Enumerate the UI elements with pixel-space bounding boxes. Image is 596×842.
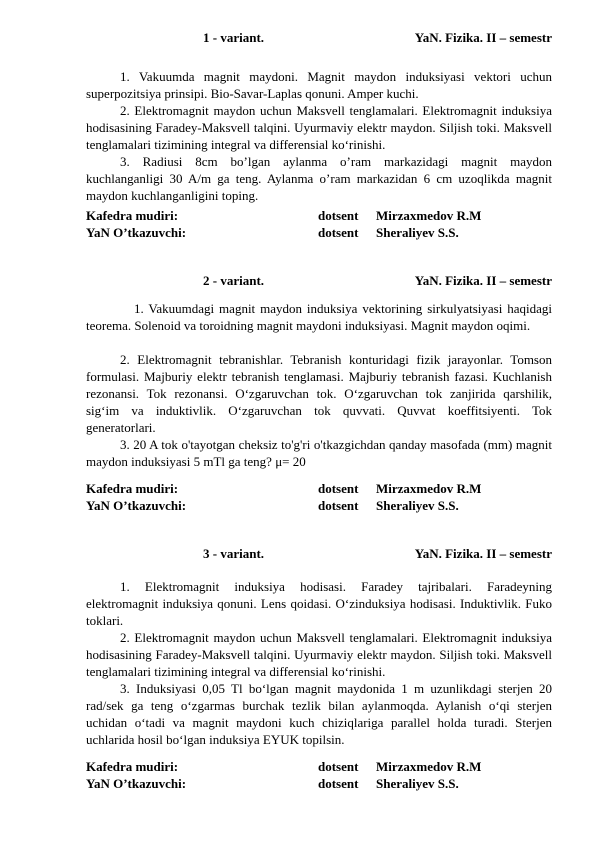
variant-1-signature-head [86, 207, 552, 224]
variant-3-signature-head [86, 758, 552, 775]
signature-name: Mirzaxmedov R.M [376, 759, 482, 774]
signature-name: Mirzaxmedov R.M [376, 208, 482, 223]
signature-role: YaN O’tkazuvchi: [86, 498, 187, 513]
variant-2-header [86, 272, 552, 290]
variant-1-title: 1 - variant. [203, 30, 265, 45]
variant-3-header [86, 545, 552, 563]
signature-name: Sheraliyev S.S. [376, 225, 459, 240]
signature-name: Sheraliyev S.S. [376, 776, 459, 791]
signature-rank: dotsent [318, 481, 359, 496]
variant-2-question-3: 3. 20 A tok o'tayotgan cheksiz to'g'ri o'tkazgichdan qanday masofada (mm) magnit maydon induksiyasi 5 mTl ga teng? μ= 20 [86, 437, 552, 469]
variant-2-title: 2 - variant. [203, 273, 265, 288]
signature-rank: dotsent [318, 208, 359, 223]
variant-3-question-2: 2. Elektromagnit maydon uchun Maksvell tenglamalari. Elektromagnit induksiya hodisasining Faradey-Maksvell talqini. Uyurmaviy elektr maydon. Siljish toki. Maksvell tenglamalari tizimining integral va differensial koʻrinishi. [86, 630, 552, 679]
variant-2-question-1: 1. Vakuumdagi magnit maydon induksiya vektorining sirkulyatsiyasi haqidagi teorema. Solenoid va toroidning magnit maydoni induksiyasi. Magnit maydon oqimi. [86, 301, 552, 333]
variant-2-question-2: 2. Elektromagnit tebranishlar. Tebranish konturidagi fizik jarayonlar. Tomson formulasi. Majburiy elektr tebranish tenglamasi. Majburiy tebranish fazasi. Kuchlanish rezonansi. Tok rezonansi. Oʻzgaruvchan tok. Oʻzgaruvchan tok zanjirida qarshilik, sigʻim va induktivlik. Oʻzgaruvchan tok quvvati. Quvvat koeffitsiyenti. Tok generatorlari. [86, 352, 552, 435]
variant-3-question-1: 1. Elektromagnit induksiya hodisasi. Faradey tajribalari. Faradeyning elektromagnit induksiya qonuni. Lens qoidasi. Oʻzinduksiya hodisasi. Induktivlik. Fuko toklari. [86, 579, 552, 628]
variant-2-signature-head [86, 480, 552, 497]
signature-name: Mirzaxmedov R.M [376, 481, 482, 496]
variant-1-question-1: 1. Vakuumda magnit maydoni. Magnit maydon induksiyasi vektori uchun superpozitsiya prinsipi. Bio-Savar-Laplas qonuni. Amper kuchi. [86, 69, 552, 101]
variant-3-subject: YaN. Fizika. II – semestr [414, 546, 552, 561]
signature-role: Kafedra mudiri: [86, 208, 179, 223]
signature-rank: dotsent [318, 225, 359, 240]
variant-2-signature-examiner [86, 497, 552, 514]
variant-2-subject: YaN. Fizika. II – semestr [414, 273, 552, 288]
signature-rank: dotsent [318, 776, 359, 791]
variant-1-header [86, 29, 552, 47]
signature-role: Kafedra mudiri: [86, 759, 179, 774]
variant-3-signature-examiner [86, 775, 552, 792]
signature-role: Kafedra mudiri: [86, 481, 179, 496]
signature-rank: dotsent [318, 498, 359, 513]
signature-role: YaN O’tkazuvchi: [86, 776, 187, 791]
variant-3-question-3: 3. Induksiyasi 0,05 Tl boʻlgan magnit maydonida 1 m uzunlikdagi sterjen 20 rad/sek ga teng oʻzgarmas burchak tezlik bilan aylanmoqda. Aylanish oʻqi sterjen uchidan oʻtadi va magnit maydoni kuch chiziqlariga parallel holda turadi. Sterjen uchlarida hosil boʻlgan induksiya EYUK topilsin. [86, 681, 552, 747]
variant-1-signature-examiner [86, 224, 552, 241]
variant-3-title: 3 - variant. [203, 546, 265, 561]
signature-role: YaN O’tkazuvchi: [86, 225, 187, 240]
signature-rank: dotsent [318, 759, 359, 774]
variant-1-question-3: 3. Radiusi 8cm bo’lgan aylanma o’ram markazidagi magnit maydon kuchlanganligi 30 A/m ga teng. Aylanma o’ram markazidan 6 cm uzoqlikda magnit maydon kuchlanganligini toping. [86, 154, 552, 203]
signature-name: Sheraliyev S.S. [376, 498, 459, 513]
variant-1-question-2: 2. Elektromagnit maydon uchun Maksvell tenglamalari. Elektromagnit induksiya hodisasining Faradey-Maksvell talqini. Uyurmaviy elektr maydon. Siljish toki. Maksvell tenglamalari tizimining integral va differensial koʻrinishi. [86, 103, 552, 152]
variant-1-subject: YaN. Fizika. II – semestr [414, 30, 552, 45]
